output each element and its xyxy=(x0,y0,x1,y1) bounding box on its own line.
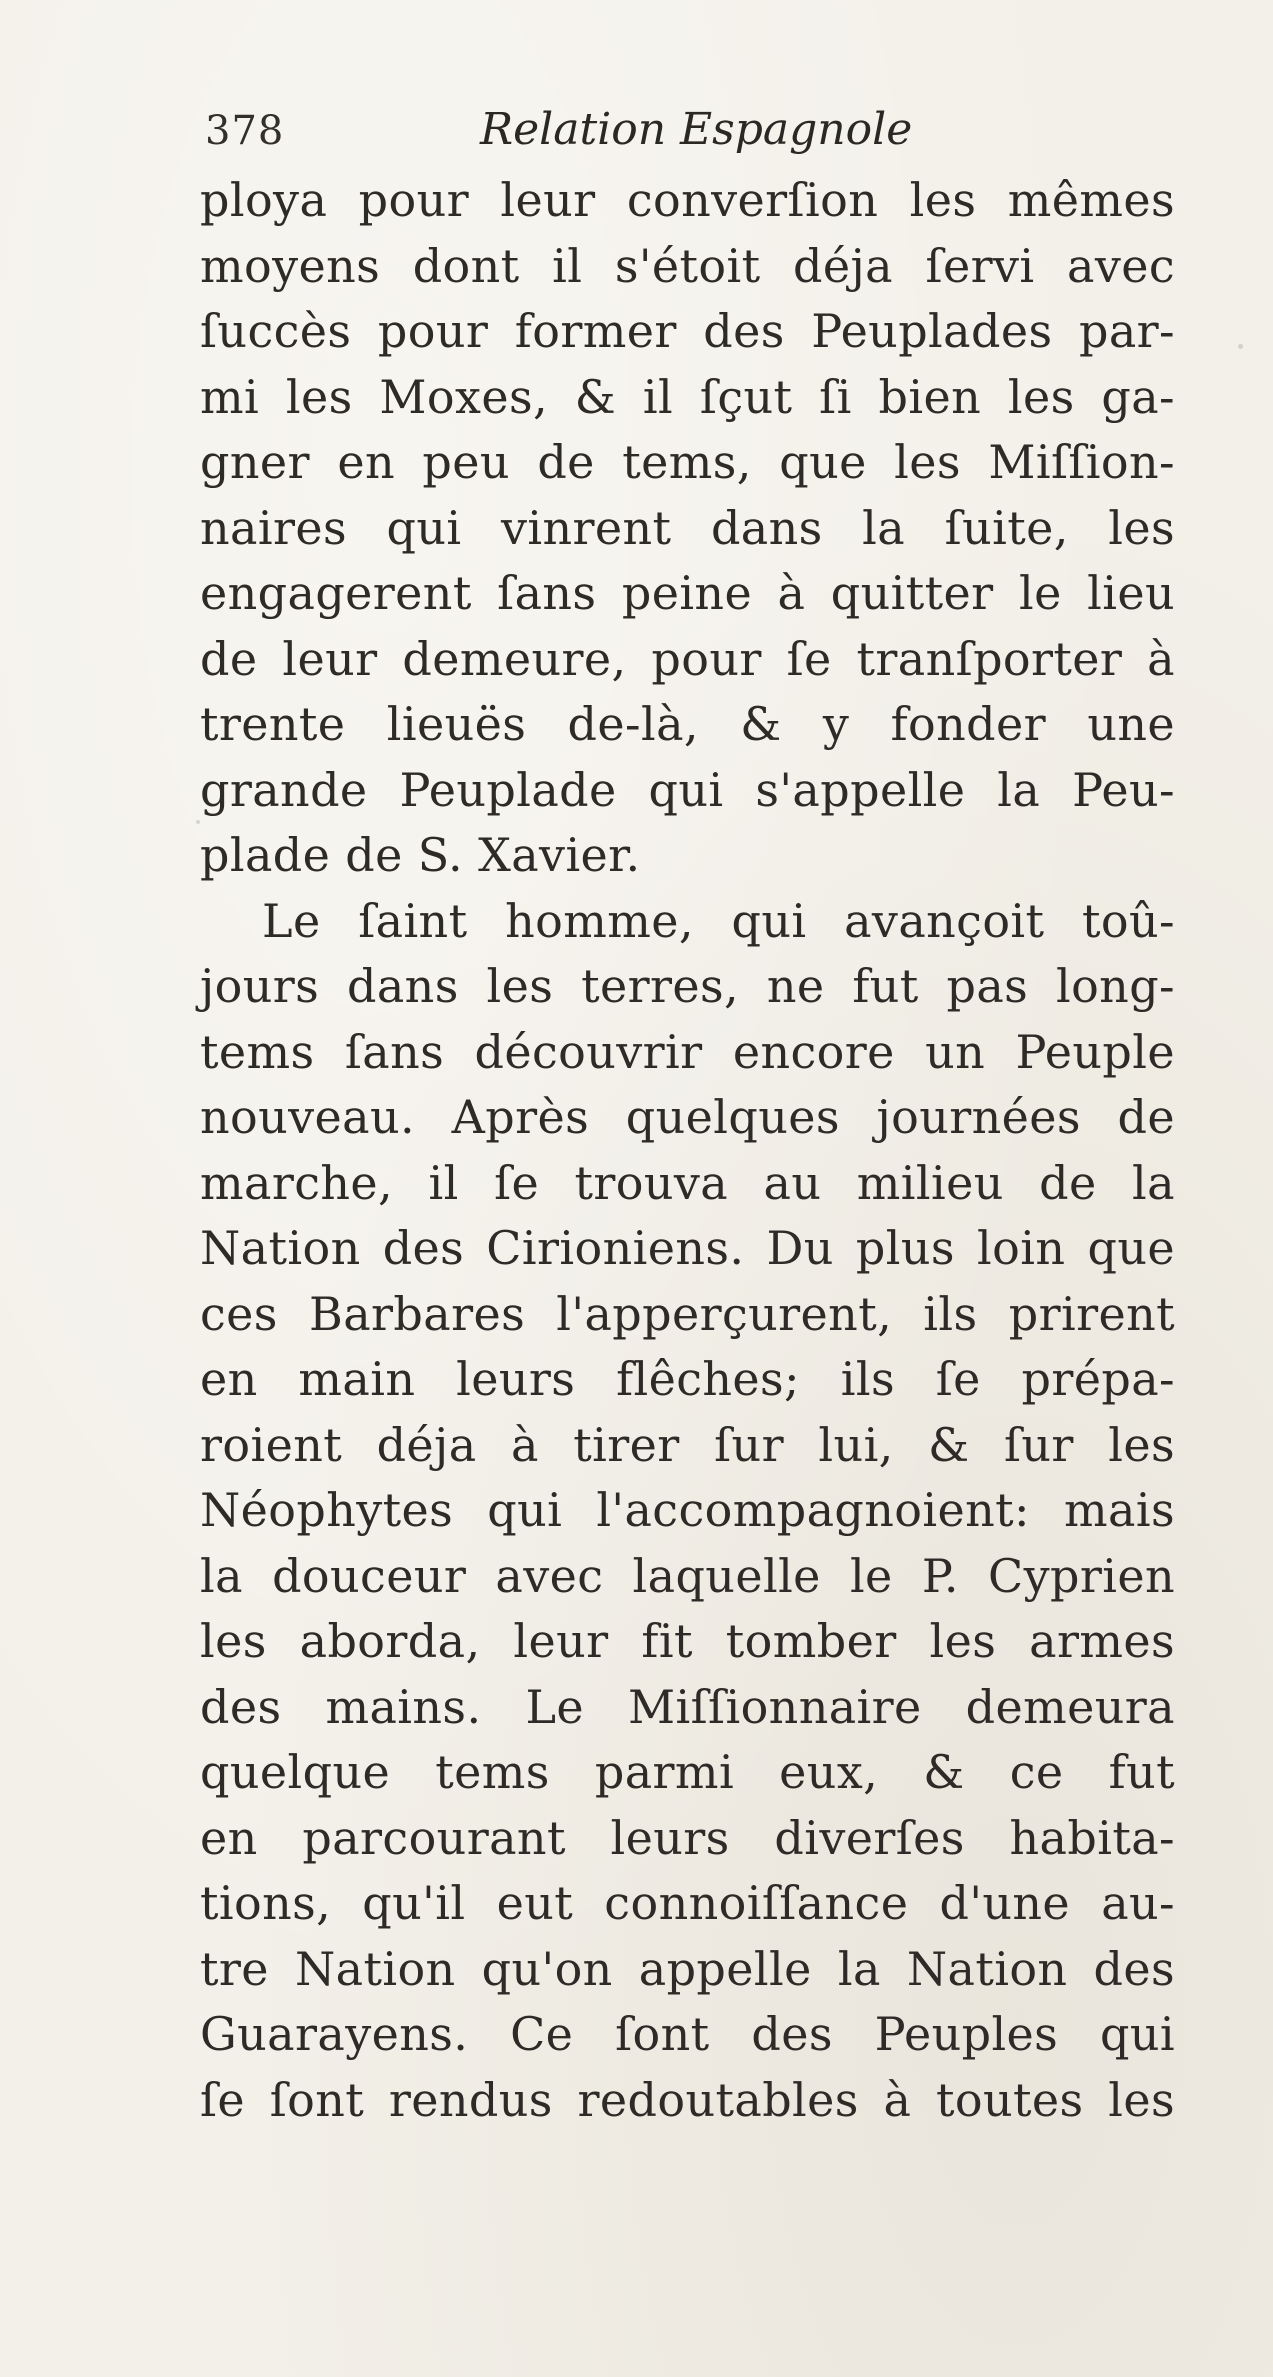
body-text xyxy=(200,168,1175,2133)
text-line: roient déja à tirer ſur lui, & ſur les xyxy=(200,1417,1175,1472)
text-line: grande Peuplade qui s'appelle la Peu- xyxy=(200,762,1175,817)
text-line: jours dans les terres, ne fut pas long- xyxy=(200,959,1175,1013)
text-line-paragraph-start: Le ſaint homme, qui avançoit toû- xyxy=(262,893,1175,948)
ink-speck xyxy=(196,820,200,824)
text-line: ploya pour leur converſion les mêmes xyxy=(200,173,1175,227)
text-line: Nation des Cirioniens. Du plus loin que xyxy=(200,1221,1175,1275)
text-line: ſe ſont rendus redoutables à toutes les xyxy=(200,2072,1175,2127)
text-line: mi les Moxes, & il ſçut ſi bien les ga- xyxy=(200,369,1175,424)
text-line: Guarayens. Ce ſont des Peuples qui xyxy=(200,2007,1175,2061)
text-line: ces Barbares l'apperçurent, ils prirent xyxy=(200,1286,1175,1341)
text-line: quelque tems parmi eux, & ce fut xyxy=(200,1745,1175,1799)
ink-speck xyxy=(1238,344,1243,349)
text-line: des mains. Le Miſſionnaire demeura xyxy=(200,1679,1175,1734)
text-line: ſuccès pour former des Peuplades par- xyxy=(200,304,1175,358)
text-line: naires qui vinrent dans la ſuite, les xyxy=(200,500,1175,555)
text-line: trente lieuës de-là, & y fonder une xyxy=(200,697,1175,751)
text-line: gner en peu de tems, que les Miſſion- xyxy=(200,435,1175,489)
text-line: tems ſans découvrir encore un Peuple xyxy=(200,1024,1175,1079)
text-line: marche, il ſe trouva au milieu de la xyxy=(200,1155,1175,1210)
text-line: engagerent ſans peine à quitter le lieu xyxy=(200,566,1175,620)
text-line: nouveau. Après quelques journées de xyxy=(200,1090,1175,1144)
text-line: tions, qu'il eut connoiſſance d'une au- xyxy=(200,1876,1175,1930)
text-line-paragraph-end: plade de S. Xavier. xyxy=(200,828,641,882)
text-line: les aborda, leur fit tomber les armes xyxy=(200,1614,1175,1668)
text-line: en main leurs flêches; ils ſe prépa- xyxy=(200,1352,1175,1406)
text-line: Néophytes qui l'accompagnoient: mais xyxy=(200,1483,1175,1537)
text-line: tre Nation qu'on appelle la Nation des xyxy=(200,1941,1175,1996)
text-line: de leur demeure, pour ſe tranſporter à xyxy=(200,631,1175,686)
page-number: 378 xyxy=(205,108,285,154)
text-line: en parcourant leurs diverſes habita- xyxy=(200,1810,1175,1865)
running-title: Relation Espagnole xyxy=(480,104,913,155)
text-line: la douceur avec laquelle le P. Cyprien xyxy=(200,1548,1175,1603)
text-line: moyens dont il s'étoit déja ſervi avec xyxy=(200,238,1175,293)
